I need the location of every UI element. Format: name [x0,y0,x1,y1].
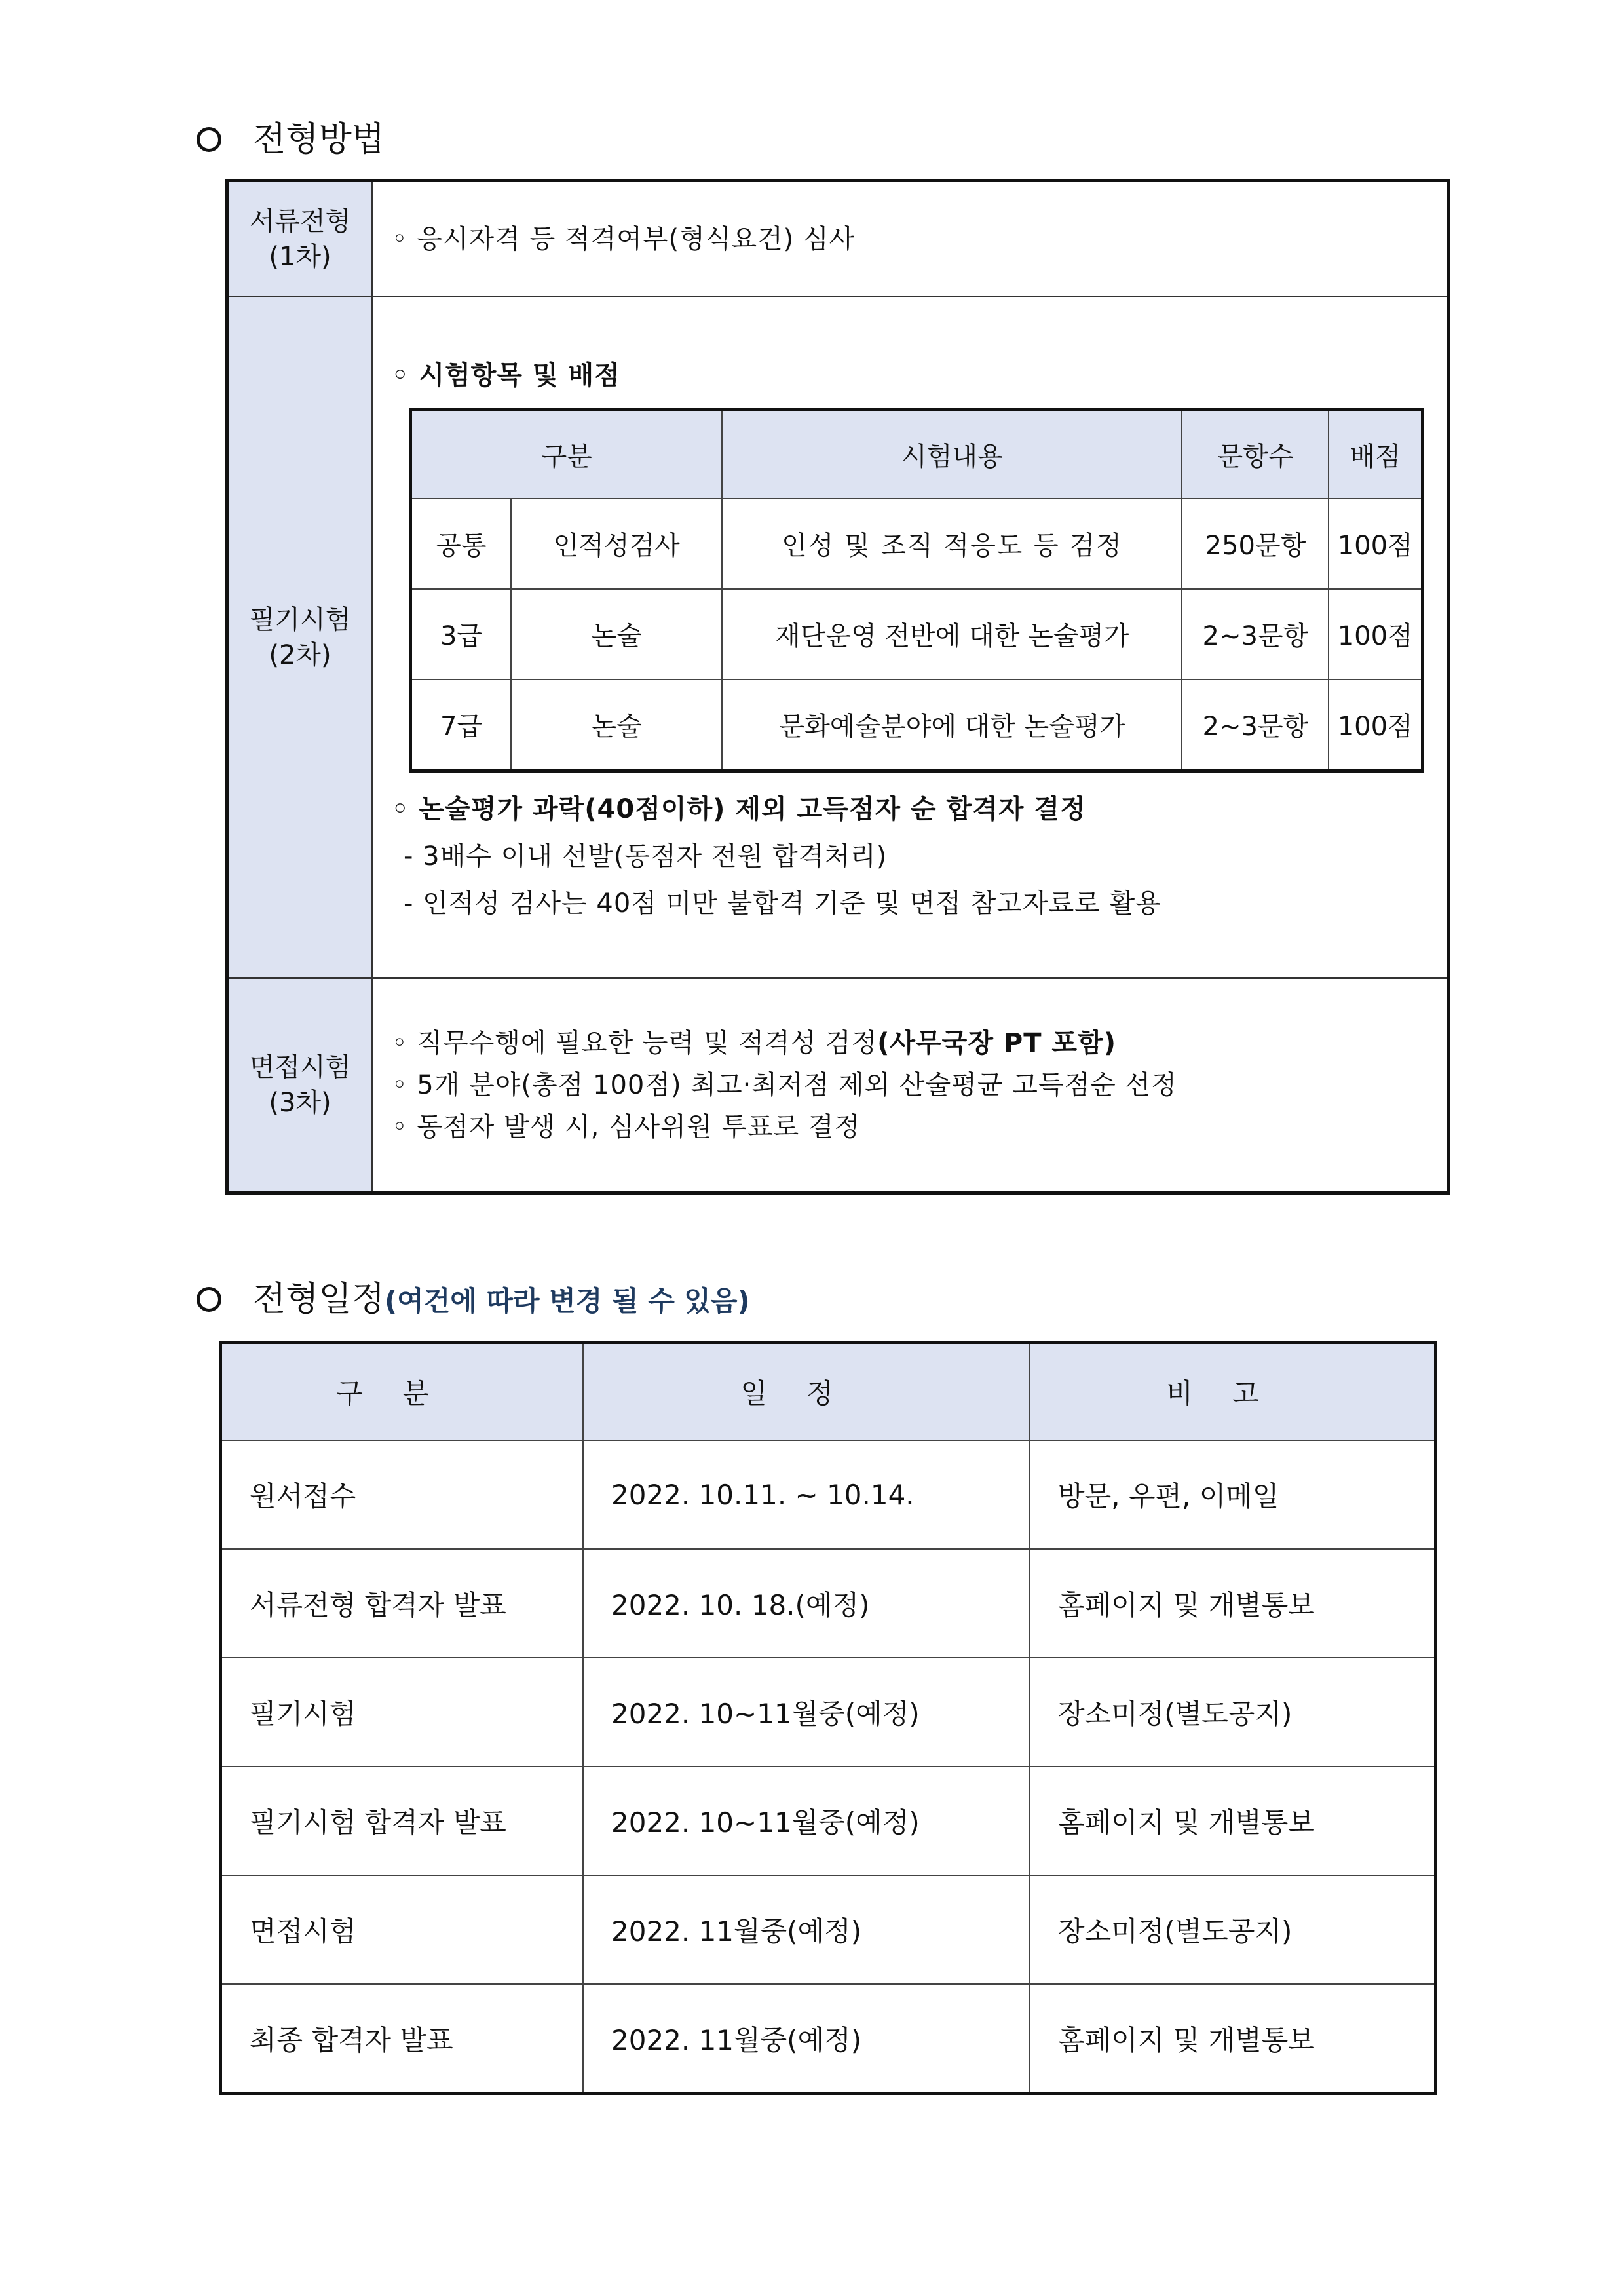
cell-subject: 논술 [511,679,722,771]
schedule-row [221,1875,1436,1984]
cell-remarks: 장소미정(별도공지) [1030,1875,1436,1984]
section-title-schedule [197,1271,750,1320]
method-table [225,179,1450,1195]
cell-remarks: 홈페이지 및 개별통보 [1030,1767,1436,1875]
header-date: 일정 [583,1343,1030,1441]
schedule-row [221,1984,1436,2094]
cell-grade: 공통 [411,499,512,589]
schedule-row [221,1440,1436,1549]
written-exam-note-cutoff: ◦ 논술평가 과락(40점이하) 제외 고득점자 순 합격자 결정 [392,794,1086,824]
exam-items-row [411,589,1423,679]
cell-stage: 원서접수 [221,1440,584,1549]
label-interview: 면접시험 (3차) [227,978,373,1193]
circle-bullet-icon [197,1287,221,1312]
exam-items-table [409,408,1424,773]
written-exam-heading: ◦ 시험항목 및 배점 [392,360,620,391]
cell-date: 2022. 10. 18.(예정) [583,1549,1030,1658]
cell-remarks: 장소미정(별도공지) [1030,1658,1436,1767]
header-remarks: 비고 [1030,1343,1436,1441]
label-document-screening: 서류전형 (1차) [227,181,373,297]
method-row-written [227,297,1449,978]
header-category: 구분 [411,410,723,499]
interview-line-3: ◦ 동점자 발생 시, 심사위원 투표로 결정 [392,1112,861,1142]
method-row-interview [227,978,1449,1193]
cell-question-count: 2~3문항 [1182,589,1329,679]
interview-line-1: ◦ 직무수행에 필요한 능력 및 적격성 검정(사무국장 PT 포함) [392,1028,1116,1058]
schedule-row [221,1658,1436,1767]
header-category: 구분 [221,1343,584,1441]
document-screening-content [373,181,1449,297]
cell-score: 100점 [1329,679,1422,771]
cell-stage: 면접시험 [221,1875,584,1984]
schedule-change-note: (여건에 따라 변경 될 수 있음) [384,1285,750,1317]
cell-stage: 필기시험 [221,1658,584,1767]
cell-stage: 필기시험 합격자 발표 [221,1767,584,1875]
cell-remarks: 홈페이지 및 개별통보 [1030,1984,1436,2094]
written-exam-content [373,297,1449,978]
cell-remarks: 방문, 우편, 이메일 [1030,1440,1436,1549]
circle-bullet-icon [197,127,221,152]
schedule-header [221,1343,1436,1441]
cell-stage: 서류전형 합격자 발표 [221,1549,584,1658]
interview-content [373,978,1449,1193]
header-question-count: 문항수 [1182,410,1329,499]
cell-subject: 논술 [511,589,722,679]
written-exam-note-aptitude: - 인적성 검사는 40점 미만 불합격 기준 및 면접 참고자료로 활용 [404,888,1161,919]
cell-content: 문화예술분야에 대한 논술평가 [722,679,1182,771]
cell-grade: 7급 [411,679,512,771]
cell-date: 2022. 10~11월중(예정) [583,1767,1030,1875]
header-score: 배점 [1329,410,1422,499]
schedule-row [221,1549,1436,1658]
document-screening-text: ◦ 응시자격 등 적격여부(형식요건) 심사 [392,223,856,254]
cell-subject: 인적성검사 [511,499,722,589]
cell-date: 2022. 10~11월중(예정) [583,1658,1030,1767]
label-written-exam: 필기시험 (2차) [227,297,373,978]
section-title-text: 전형일정 [253,1280,385,1319]
cell-content: 인성 및 조직 적응도 등 검정 [722,499,1182,589]
cell-content: 재단운영 전반에 대한 논술평가 [722,589,1182,679]
cell-date: 2022. 11월중(예정) [583,1875,1030,1984]
cell-grade: 3급 [411,589,512,679]
cell-question-count: 2~3문항 [1182,679,1329,771]
schedule-row [221,1767,1436,1875]
cell-score: 100점 [1329,589,1422,679]
cell-date: 2022. 11월중(예정) [583,1984,1030,2094]
schedule-table [219,1341,1437,2095]
section-title-method [197,111,385,161]
cell-question-count: 250문항 [1182,499,1329,589]
cell-score: 100점 [1329,499,1422,589]
exam-items-header [411,410,1423,499]
method-row-document [227,181,1449,297]
cell-stage: 최종 합격자 발표 [221,1984,584,2094]
exam-items-row [411,679,1423,771]
cell-remarks: 홈페이지 및 개별통보 [1030,1549,1436,1658]
section-title-text: 전형방법 [253,120,385,159]
interview-line-2: ◦ 5개 분야(총점 100점) 최고·최저점 제외 산술평균 고득점순 선정 [392,1070,1177,1100]
header-content: 시험내용 [722,410,1182,499]
exam-items-row [411,499,1423,589]
written-exam-note-selection: - 3배수 이내 선발(동점자 전원 합격처리) [404,841,888,871]
cell-date: 2022. 10.11. ~ 10.14. [583,1440,1030,1549]
